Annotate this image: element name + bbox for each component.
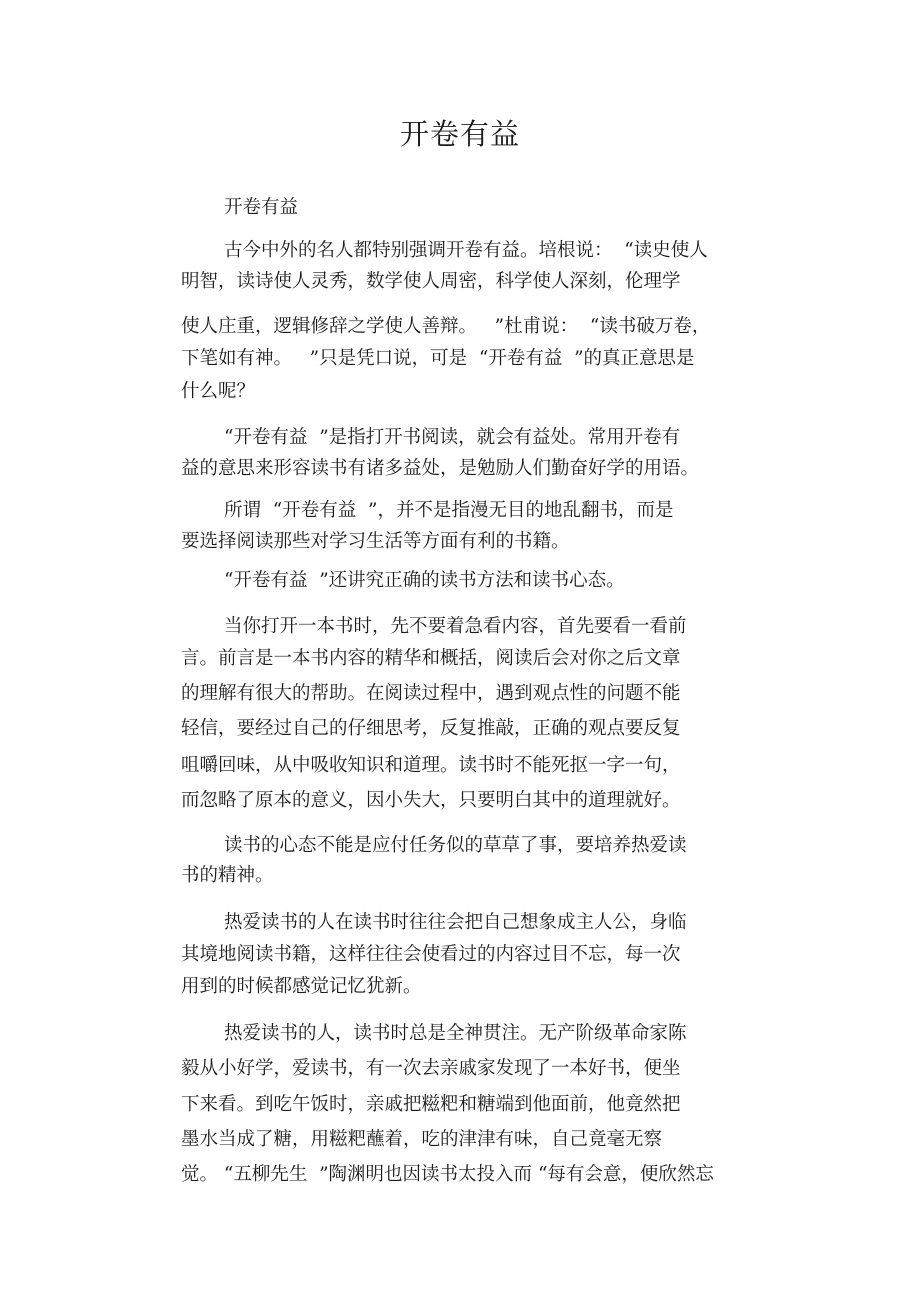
text-line: 使人庄重，逻辑修辞之学使人善辩。 ”杜甫说： “读书破万卷，	[181, 316, 711, 337]
text-line: 热爱读书的人在读书时往往会把自己想象成主人公，身临	[224, 912, 687, 933]
text-line: 而忽略了原本的意义，因小失大，只要明白其中的道理就好。	[181, 790, 681, 811]
text-line: “开卷有益 ”还讲究正确的读书方法和读书心态。	[224, 570, 625, 591]
text-line: 要选择阅读那些对学习生活等方面有利的书籍。	[181, 531, 570, 552]
text-line: 咀嚼回味，从中吸收知识和道理。读书时不能死抠一字一句，	[181, 755, 681, 776]
text-line: 所谓 “开卷有益 ”，并不是指漫无目的地乱翻书，而是	[224, 500, 674, 521]
text-line: 明智，读诗使人灵秀，数学使人周密，科学使人深刻，伦理学	[181, 271, 681, 292]
text-line: 墨水当成了糖，用糍粑蘸着，吃的津津有味，自己竟毫无察	[181, 1129, 663, 1150]
text-line: 热爱读书的人，读书时总是全神贯注。无产阶级革命家陈	[224, 1023, 687, 1044]
text-line: 觉。 “五柳先生 ”陶渊明也因读书太投入而 “每有会意，便欣然忘	[181, 1164, 714, 1185]
text-line: 用到的时候都感觉记忆犹新。	[181, 976, 422, 997]
document-title: 开卷有益	[399, 117, 520, 151]
text-line: 言。前言是一本书内容的精华和概括，阅读后会对你之后文章	[181, 648, 681, 669]
text-line: 轻信，要经过自己的仔细思考，反复推敲，正确的观点要反复	[181, 718, 681, 739]
text-line: 什么呢？	[181, 381, 256, 402]
text-line: 读书的心态不能是应付任务似的草草了事，要培养热爱读	[224, 835, 687, 856]
text-line: 下来看。到吃午饭时，亲戚把糍粑和糖端到他面前，他竟然把	[181, 1094, 681, 1115]
text-line: 书的精神。	[181, 865, 274, 886]
text-line: 下笔如有神。 ”只是凭口说，可是 “开卷有益 ”的真正意思是	[181, 348, 695, 369]
subtitle-line: 开卷有益	[224, 197, 299, 218]
text-line: 其境地阅读书籍，这样往往会使看过的内容过目不忘，每一次	[181, 944, 681, 965]
text-line: 古今中外的名人都特别强调开卷有益。培根说： “读史使人	[224, 240, 708, 261]
text-line: 益的意思来形容读书有诸多益处，是勉励人们勤奋好学的用语。	[181, 458, 700, 479]
text-line: 毅从小好学，爱读书，有一次去亲戚家发现了一本好书，便坐	[181, 1058, 681, 1079]
text-line: 的理解有很大的帮助。在阅读过程中，遇到观点性的问题不能	[181, 683, 681, 704]
text-line: “开卷有益 ”是指打开书阅读，就会有益处。常用开卷有	[224, 427, 681, 448]
text-line: 当你打开一本书时，先不要着急看内容，首先要看一看前	[224, 616, 687, 637]
